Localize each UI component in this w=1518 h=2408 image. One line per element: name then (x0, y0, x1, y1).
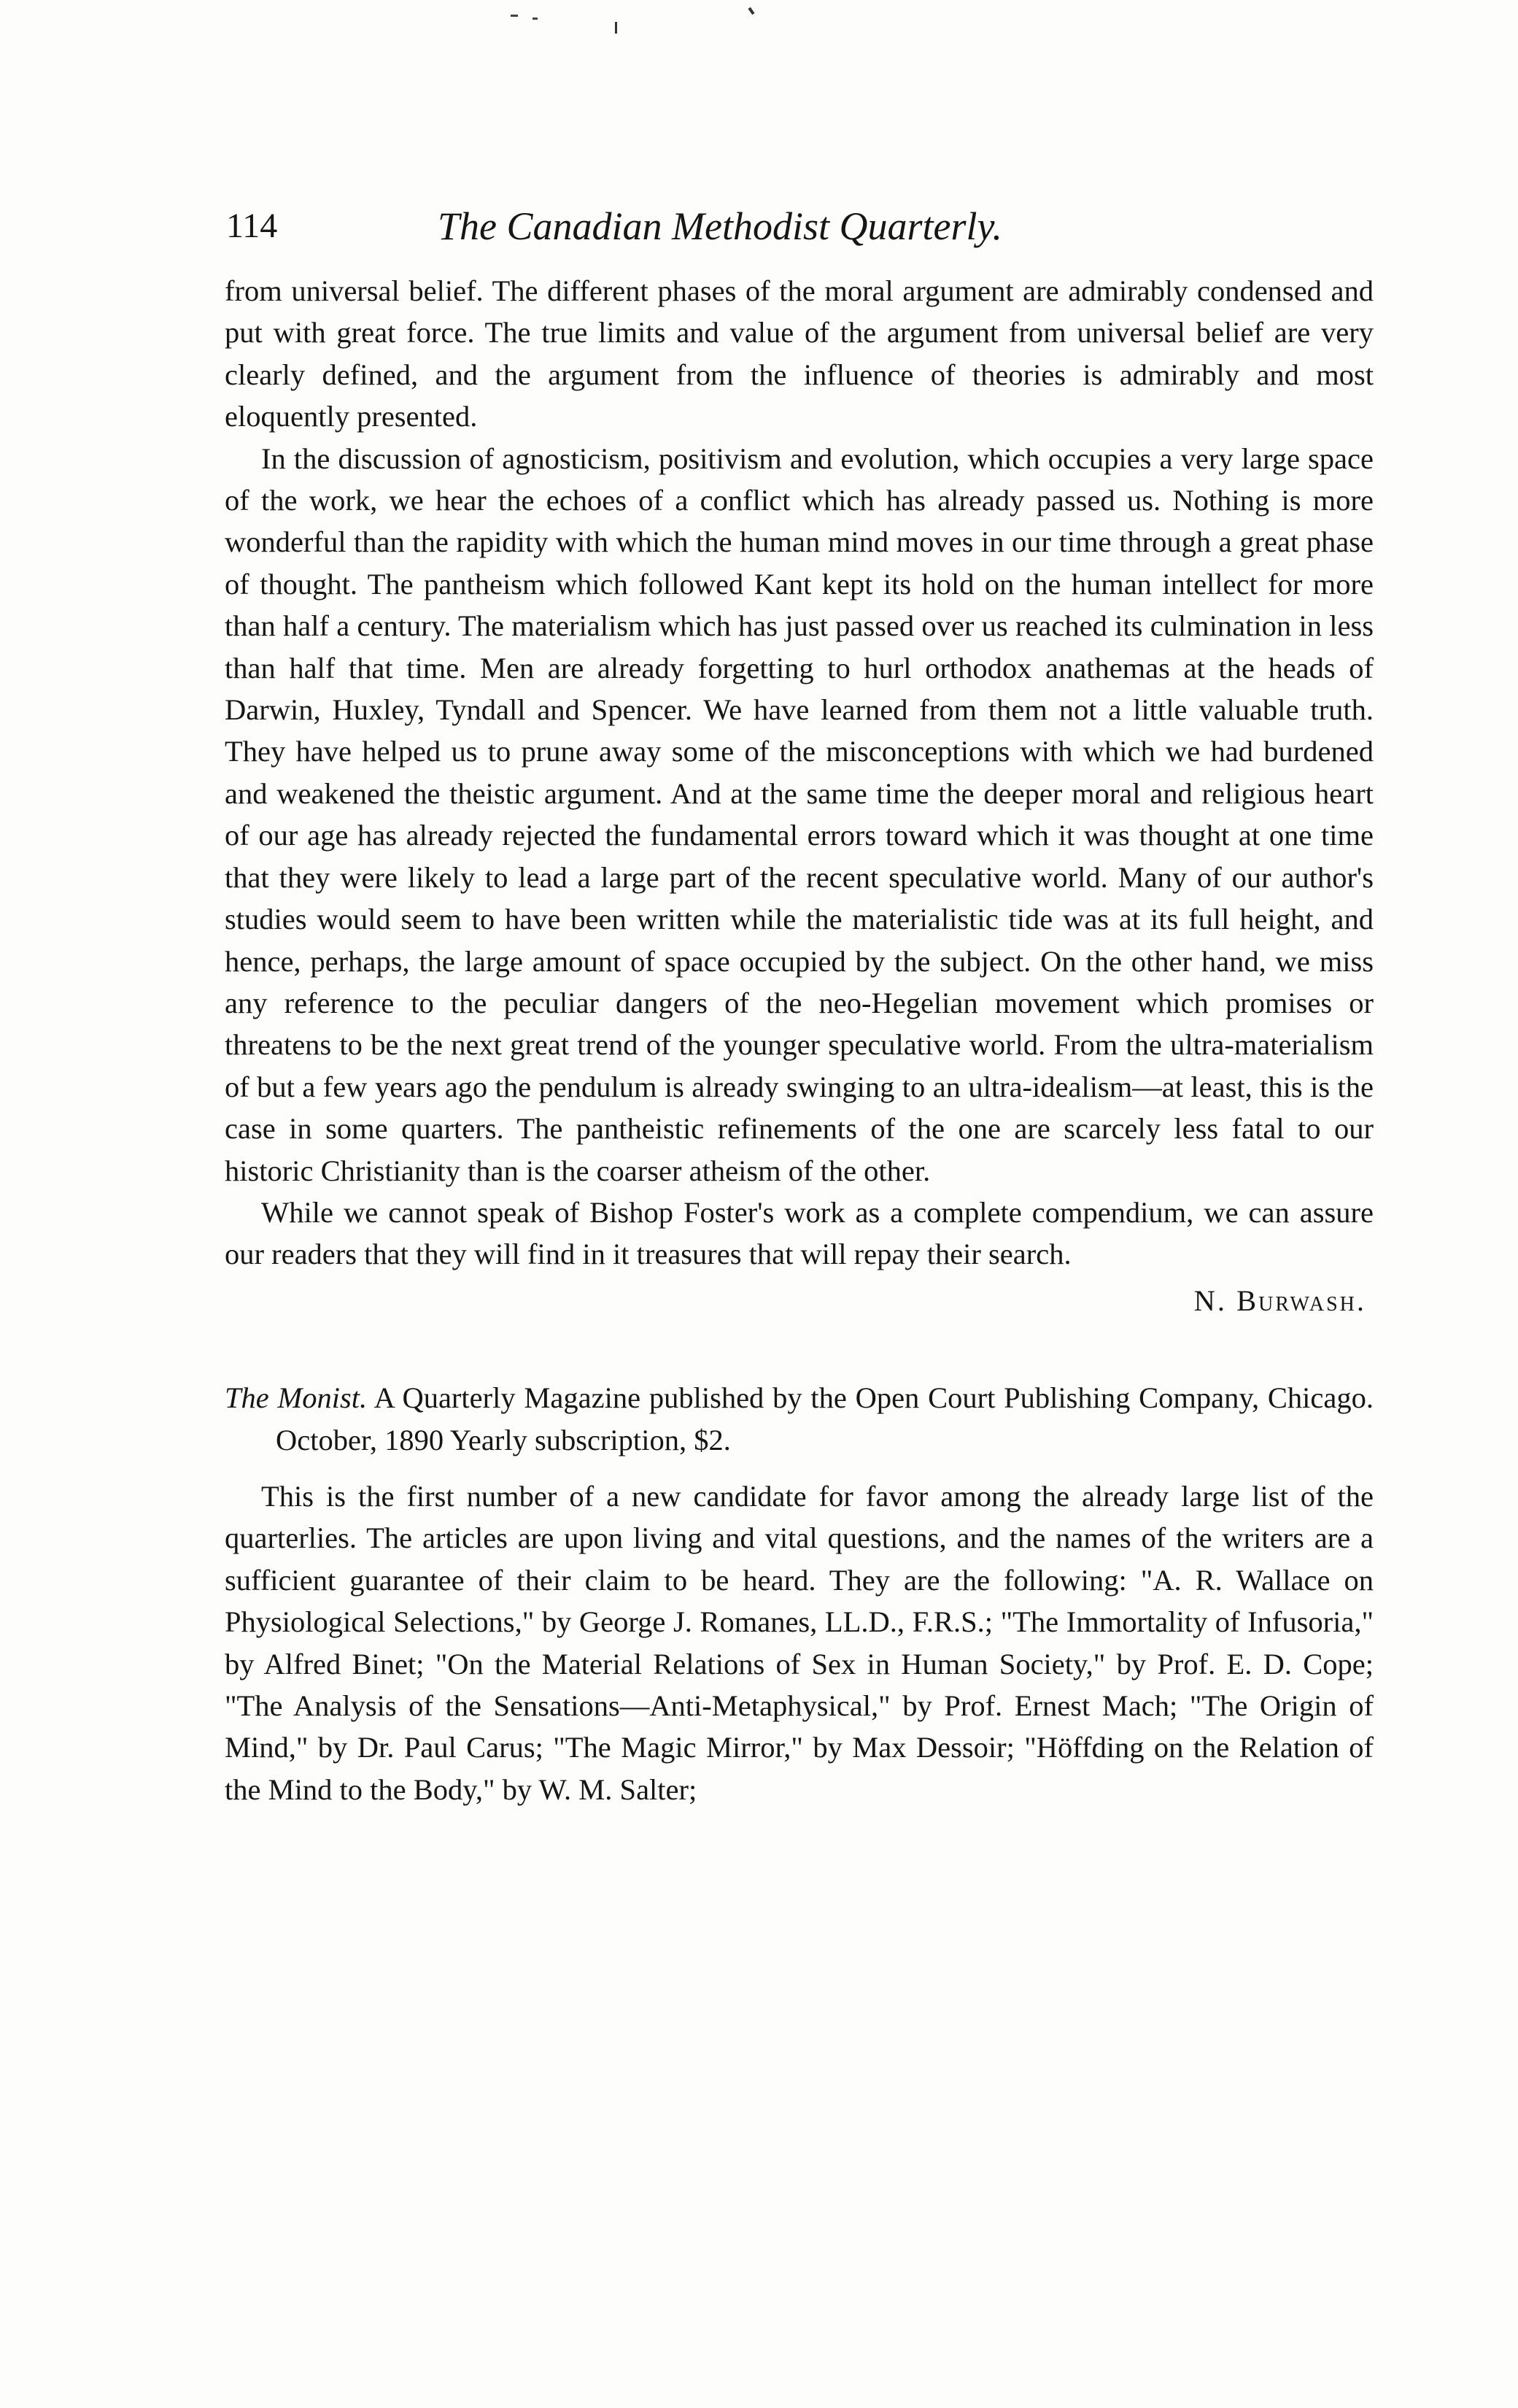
running-title: The Canadian Methodist Quarterly. (438, 204, 1002, 248)
review-heading (225, 1377, 1374, 1461)
speck (615, 22, 617, 34)
review-title: The Monist. (225, 1381, 368, 1415)
speck (511, 15, 518, 17)
paragraph-3: While we cannot speak of Bishop Foster's work as a complete compendium, we can assure our readers that they will find in it treasures that will repay their search. (225, 1195, 1374, 1271)
review-gap (225, 1461, 1374, 1475)
paragraph-4: This is the first number of a new candidate for favor among the already large list of the quarterlies. The articles are upon living and vital questions, and the names of the writers are a sufficient guarantee of their claim to be heard. They are the following: "A. R. Wallace on Physiological Selections," by George J. Romanes, LL.D., F.R.S.; "The Immortality of Infusoria," by Alfred Binet; "On the Material Relations of Sex in Human Society," by Prof. E. D. Cope; "The Analysis of the Sensations—Anti-Metaphysical," by Prof. Ernest Mach; "The Origin of Mind," by Dr. Paul Carus; "The Magic Mirror," by Max Dessoir; "Höffding on the Relation of the Mind to the Body," by W. M. Salter; (225, 1479, 1374, 1806)
scan-specks (511, 6, 788, 42)
signature: N. Burwash. (1193, 1284, 1366, 1317)
running-head (226, 197, 1364, 255)
article-body (225, 270, 1374, 1810)
page-number: 114 (226, 207, 278, 245)
paragraph-1: from universal belief. The different phases of the moral argument are admirably condensed and put with great force. The true limits and value of the argument from universal belief are very clearly defined, and the argument from the influence of theories is admirably and most eloquently presented. (225, 274, 1374, 433)
paragraph-2: In the discussion of agnosticism, positivism and evolution, which occupies a very large space of the work, we hear the echoes of a conflict which has already passed us. Nothing is more wonderful than the rapidity with which the human mind moves in our time through a great phase of thought. The pantheism which followed Kant kept its hold on the human intellect for more than half a century. The materialism which has just passed over us reached its culmination in less than half that time. Men are already forgetting to hurl orthodox anathemas at the heads of Darwin, Huxley, Tyndall and Spencer. We have learned from them not a little valuable truth. They have helped us to prune away some of the misconceptions with which we had burdened and weakened the theistic argument. And at the same time the deeper moral and religious heart of our age has already rejected the fundamental errors toward which it was thought at one time that they were likely to lead a large part of the recent speculative world. Many of our author's studies would seem to have been written while the materialistic tide was at its full height, and hence, perhaps, the large amount of space occupied by the subject. On the other hand, we miss any reference to the peculiar dangers of the neo-Hegelian movement which promises or threatens to be the next great trend of the younger speculative world. From the ultra-materialism of but a few years ago the pendulum is already swinging to an ultra-idealism—at least, this is the case in some quarters. The pantheistic refinements of the one are scarcely less fatal to our historic Christianity than is the coarser atheism of the other. (225, 441, 1374, 1187)
speck (748, 7, 754, 15)
review-details: A Quarterly Magazine published by the Open Court Publishing Company, Chicago. October, 1890 Yearly subscription, $2. (276, 1381, 1374, 1456)
speck (533, 18, 538, 20)
